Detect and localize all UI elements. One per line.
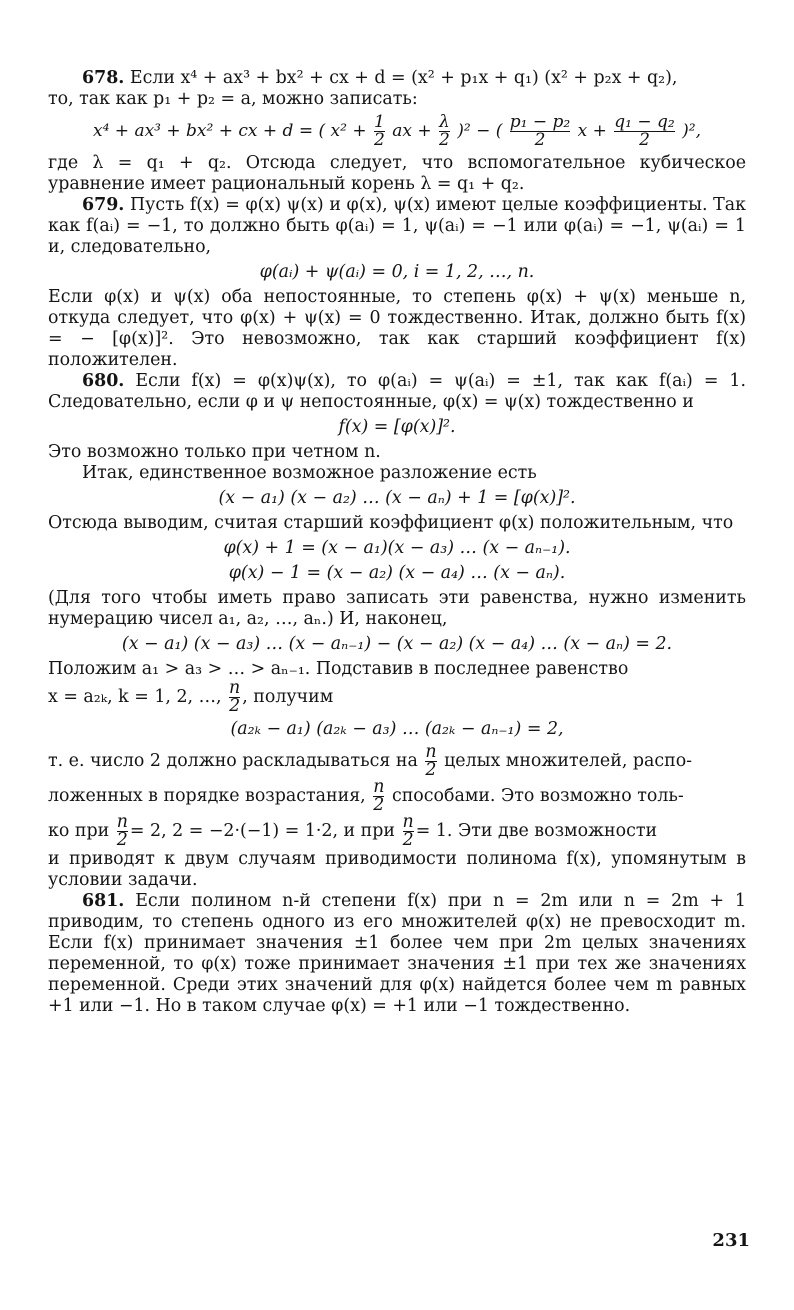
problem-680-text2: Это возможно только при четном n. — [48, 442, 381, 462]
formula-680-5: (x − a₁) (x − a₃) … (x − aₙ₋₁) − (x − a₂) (x − a₄) … (x − aₙ) = 2. — [121, 634, 673, 654]
page-number: 231 — [712, 1230, 750, 1251]
problem-680-text6: Положим a₁ > a₃ > … > aₙ₋₁. Подставив в последнее равенство — [48, 659, 629, 679]
problem-680-text4: Отсюда выводим, считая старший коэффициент φ(x) положительным, что — [48, 513, 734, 533]
problem-number: 678. — [82, 68, 125, 88]
problem-680-text9: ложенных в порядке возрастания, $\frac{n}{2}$ способами. Это возможно толь- — [48, 777, 684, 815]
formula-680-2: (x − a₁) (x − a₂) … (x − aₙ) + 1 = [φ(x)]². — [218, 488, 576, 508]
formula-680-4: φ(x) − 1 = (x − a₂) (x − a₄) … (x − aₙ). — [228, 563, 566, 583]
problem-680-text1: 680. Если f(x) = φ(x)ψ(x), то φ(aᵢ) = ψ(aᵢ) = ±1, так как f(aᵢ) = 1. Следовательно, если φ и ψ непостоянные, φ(x) = ψ(x) тождественно и — [48, 371, 746, 412]
problem-678-line2: то, так как p₁ + p₂ = a, можно записать: — [48, 89, 418, 109]
fraction: $\frac{\text{p₁ − p₂}}{2}$ — [509, 112, 571, 150]
formula-680-1: f(x) = [φ(x)]². — [338, 417, 456, 437]
problem-680-text11: и приводят к двум случаям приводимости полинома f(x), упомянутым в условии задачи. — [48, 849, 746, 890]
problem-680-text5: (Для того чтобы иметь право записать эти равенства, нужно изменить нумерацию чисел a₁, a₂, …, aₙ.) И, наконец, — [48, 588, 746, 629]
fraction: $\frac{\lambda}{2}$ — [439, 112, 450, 150]
problem-679-text2: Если φ(x) и ψ(x) оба непостоянные, то степень φ(x) + ψ(x) меньше n, откуда следует, что φ(x) + ψ(x) = 0 тождественно. Итак, должно быть f(x) = − [φ(x)]². Это невозможно, так как старший коэффициент f(x) положителен. — [48, 287, 746, 370]
formula-679: φ(aᵢ) + ψ(aᵢ) = 0, i = 1, 2, …, n. — [259, 262, 535, 282]
problem-678-text: где λ = q₁ + q₂. Отсюда следует, что вспомогательное кубическое уравнение имеет рациональный корень λ = q₁ + q₂. — [48, 153, 746, 194]
problem-680-text10: ко при $\frac{n}{2}$ = 2, 2 = −2·(−1) = 1·2, и при $\frac{n}{2}$ = 1. Эти две возможности — [48, 812, 658, 850]
fraction: $\frac{\text{q₁ − q₂}}{2}$ — [614, 112, 675, 150]
problem-680-text3: Итак, единственное возможное разложение есть — [82, 463, 537, 483]
problem-number: 681. — [82, 891, 125, 911]
problem-681-text: 681. Если полином n-й степени f(x) при n = 2m или n = 2m + 1 приводим, то степень одного из его множителей φ(x) не превосходит m. Если f(x) принимает значения ±1 более чем при 2m целых значениях переменной, то φ(x) тоже принимает значения ±1 при тех же значениях переменной. Среди этих значений для φ(x) найдется более чем m равных +1 или −1. Но в таком случае φ(x) = +1 или −1 тождественно. — [48, 891, 746, 1016]
fraction: $\frac{1}{2}$ — [373, 112, 385, 150]
problem-number: 680. — [82, 371, 125, 391]
problem-680-text7: x = a₂ₖ, k = 1, 2, …, $\frac{n}{2}$ , получим — [48, 678, 334, 716]
problem-678-line1 — [48, 68, 746, 89]
problem-678-text1: Если x⁴ + ax³ + bx² + cx + d = (x² + p₁x + q₁) (x² + p₂x + q₂), — [129, 68, 678, 88]
formula-680-6: (a₂ₖ − a₁) (a₂ₖ − a₃) … (a₂ₖ − aₙ₋₁) = 2, — [230, 719, 564, 739]
problem-number: 679. — [82, 195, 125, 215]
problem-679-text1: 679. Пусть f(x) = φ(x) ψ(x) и φ(x), ψ(x) имеют целые коэффициенты. Так как f(aᵢ) = −1, то должно быть φ(aᵢ) = 1, ψ(aᵢ) = −1 или φ(aᵢ) = −1, ψ(aᵢ) = 1 и, следовательно, — [48, 195, 746, 257]
problem-680-text8: т. е. число 2 должно раскладываться на $\frac{n}{2}$ целых множителей, распо- — [48, 742, 693, 780]
formula-680-3: φ(x) + 1 = (x − a₁)(x − a₃) … (x − aₙ₋₁). — [223, 538, 571, 558]
formula-678: x⁴ + ax³ + bx² + cx + d = ( x² + $\frac{1}{2}$ ax + $\frac{\lambda}{2}$ )² − ( $\frac{\text{p₁ − p₂}}{2}$ x + $\frac{\text{q₁ − q₂}}{2}$ )², — [93, 112, 701, 150]
